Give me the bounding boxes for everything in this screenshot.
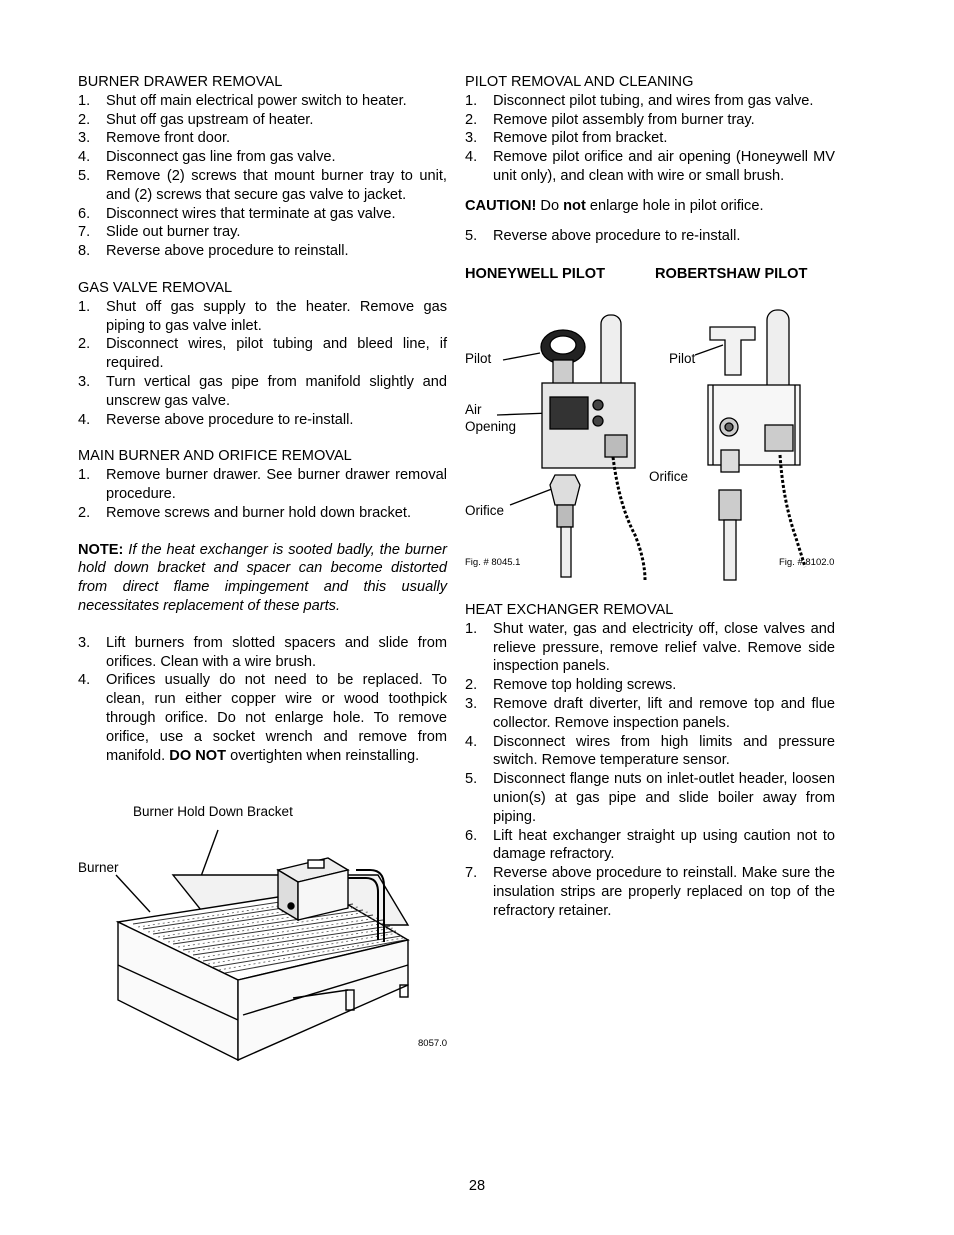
burner-drawer-heading: BURNER DRAWER REMOVAL <box>78 74 283 90</box>
robertshaw-heading: ROBERTSHAW PILOT <box>655 266 808 282</box>
step-number: 4. <box>78 411 91 428</box>
list-item <box>78 671 447 765</box>
main-burner-steps-continued <box>78 634 447 766</box>
list-item <box>78 92 447 111</box>
step-text: Remove pilot from bracket. <box>493 130 668 147</box>
step-number: 3. <box>78 373 91 390</box>
step-text: Shut off gas upstream of heater. <box>106 111 314 128</box>
main-burner-steps <box>78 466 447 522</box>
step-number: 1. <box>465 92 478 109</box>
opening-label: Opening <box>465 419 517 434</box>
step-number: 2. <box>78 336 91 353</box>
step-text: Remove top holding screws. <box>493 677 677 694</box>
list-item <box>78 129 447 148</box>
pilot-heading: PILOT REMOVAL AND CLEANING <box>465 74 694 90</box>
heat-exchanger-section <box>465 601 835 921</box>
list-item <box>78 223 447 242</box>
note-paragraph <box>78 541 447 616</box>
burner-bracket-label: Burner Hold Down Bracket <box>133 804 293 819</box>
step-text: Disconnect gas line from gas valve. <box>106 149 336 166</box>
main-burner-heading: MAIN BURNER AND ORIFICE REMOVAL <box>78 448 352 465</box>
list-item <box>465 827 835 865</box>
air-label: Air <box>465 402 482 417</box>
burner-tray-illustration <box>78 820 448 1065</box>
caution-paragraph <box>465 197 835 216</box>
list-item <box>78 335 447 373</box>
step-number: 2. <box>465 677 478 694</box>
step-number: 2. <box>78 504 91 521</box>
page-number: 28 <box>468 1178 486 1194</box>
list-item <box>78 111 447 130</box>
heat-exchanger-heading: HEAT EXCHANGER REMOVAL <box>465 602 674 618</box>
step-number: 2. <box>465 111 478 128</box>
gas-valve-steps <box>78 298 447 430</box>
list-item <box>78 411 447 430</box>
right-column <box>465 73 835 245</box>
step-text: Shut off gas supply to the heater. Remove gas piping to gas valve inlet. <box>106 298 447 334</box>
step-number: 2. <box>78 111 91 128</box>
step-text: Shut off main electrical power switch to heater. <box>106 92 407 109</box>
list-item <box>465 111 835 130</box>
note-label: NOTE: <box>78 541 124 558</box>
step-number: 1. <box>78 92 91 109</box>
note-text: If the heat exchanger is sooted badly, the burner hold down bracket and spacer can become distorted from direct flame impingement and this usually necessitates replacement of these parts. <box>78 541 447 614</box>
honeywell-pilot-label: Pilot <box>465 351 492 366</box>
honeywell-figure-number: Fig. # 8045.1 <box>465 557 521 568</box>
step-text: Turn vertical gas pipe from manifold slightly and unscrew gas valve. <box>106 373 447 409</box>
step-number: 6. <box>78 205 91 222</box>
list-item <box>78 466 447 504</box>
list-item <box>465 148 835 186</box>
list-item <box>78 205 447 224</box>
burner-label: Burner <box>78 860 119 875</box>
step-number: 4. <box>465 149 478 166</box>
step-text: Disconnect wires that terminate at gas valve. <box>106 205 396 222</box>
caution-text: Do <box>540 197 560 214</box>
pilot-steps-continued <box>465 227 835 246</box>
list-item <box>78 167 447 205</box>
honeywell-heading: HONEYWELL PILOT <box>465 266 605 282</box>
caution-text-end: enlarge hole in pilot orifice. <box>589 197 764 214</box>
step-number: 8. <box>78 243 91 260</box>
list-item <box>465 733 835 771</box>
step-text: Slide out burner tray. <box>106 224 241 241</box>
list-item <box>78 504 447 523</box>
step-text: Remove pilot orifice and air opening (Honeywell MV unit only), and clean with wire or small brush. <box>493 149 835 184</box>
list-item <box>465 92 835 111</box>
step-text: Orifices usually do not need to be replaced. To clean, run either copper wire or wood toothpick through orifice. Do not enlarge hole. To remove orifice, use a socket wrench and remove from manifold. <box>106 672 447 764</box>
pilot-steps <box>465 92 835 186</box>
caution-not: not <box>563 197 586 214</box>
step-text: Reverse above procedure to reinstall. <box>106 243 349 260</box>
caution-label: CAUTION! <box>465 197 537 214</box>
step-number: 4. <box>78 149 91 166</box>
robertshaw-figure-number: Fig. # 8102.0 <box>779 557 835 568</box>
step-text: Remove (2) screws that mount burner tray to unit, and (2) screws that secure gas valve to jacket. <box>106 167 447 203</box>
step-text: Remove burner drawer. See burner drawer removal procedure. <box>106 467 447 502</box>
burner-drawer-steps <box>78 92 447 261</box>
step-text: Reverse above procedure to reinstall. Make sure the insulation strips are properly replaced on top of the refractory retainer. <box>493 865 835 919</box>
step-text: Remove draft diverter, lift and remove top and flue collector. Remove inspection panels. <box>493 695 835 731</box>
pilot-assemblies-illustration <box>495 305 840 585</box>
honeywell-orifice-label: Orifice <box>465 503 505 518</box>
step-text: Disconnect wires, pilot tubing and bleed line, if required. <box>106 336 447 372</box>
step-number: 1. <box>78 467 91 484</box>
list-item <box>465 695 835 733</box>
step-number: 7. <box>78 224 91 241</box>
heat-exchanger-steps <box>465 620 835 921</box>
list-item <box>465 770 835 826</box>
robertshaw-orifice-label: Orifice <box>649 469 689 484</box>
step-text-end: overtighten when reinstalling. <box>230 747 420 764</box>
step-text: Disconnect flange nuts on inlet-outlet header, loosen union(s) at gas pipe and slide boiler away from piping. <box>493 771 835 825</box>
step-number: 4. <box>78 672 91 689</box>
left-column <box>78 73 447 765</box>
step-number: 3. <box>78 634 91 651</box>
step-text: Shut water, gas and electricity off, close valves and relieve pressure, remove relief valve. Remove side inspection panels. <box>493 620 835 675</box>
step-number: 1. <box>78 298 91 315</box>
list-item <box>78 148 447 167</box>
list-item <box>78 242 447 261</box>
do-not-emphasis: DO NOT <box>169 747 227 764</box>
list-item <box>78 298 447 336</box>
step-text: Remove screws and burner hold down bracket. <box>106 504 412 521</box>
step-text: Remove pilot assembly from burner tray. <box>493 111 755 128</box>
step-number: 4. <box>465 733 478 750</box>
robertshaw-pilot-label: Pilot <box>669 351 696 366</box>
list-item <box>78 373 447 411</box>
gas-valve-heading: GAS VALVE REMOVAL <box>78 279 233 296</box>
list-item <box>465 227 835 246</box>
list-item <box>78 634 447 672</box>
step-number: 3. <box>465 695 478 712</box>
step-text: Disconnect pilot tubing, and wires from gas valve. <box>493 92 814 109</box>
list-item <box>465 864 835 920</box>
step-number: 7. <box>465 865 478 882</box>
step-text: Reverse above procedure to re-install. <box>106 411 354 428</box>
step-number: 3. <box>78 130 91 147</box>
list-item <box>465 620 835 676</box>
list-item <box>465 676 835 695</box>
step-number: 5. <box>465 227 478 244</box>
step-text: Disconnect wires from high limits and pressure switch. Remove temperature sensor. <box>493 733 835 769</box>
step-number: 3. <box>465 130 478 147</box>
step-number: 1. <box>465 620 478 637</box>
step-number: 6. <box>465 827 478 844</box>
step-number: 5. <box>465 771 478 788</box>
step-text: Lift burners from slotted spacers and slide from orifices. Clean with a wire brush. <box>106 634 447 670</box>
step-number: 5. <box>78 167 91 184</box>
step-text: Remove front door. <box>106 130 231 147</box>
step-text: Reverse above procedure to re-install. <box>493 227 741 244</box>
list-item <box>465 129 835 148</box>
burner-figure-number: 8057.0 <box>418 1038 448 1049</box>
step-text: Lift heat exchanger straight up using caution not to damage refractory. <box>493 827 835 863</box>
